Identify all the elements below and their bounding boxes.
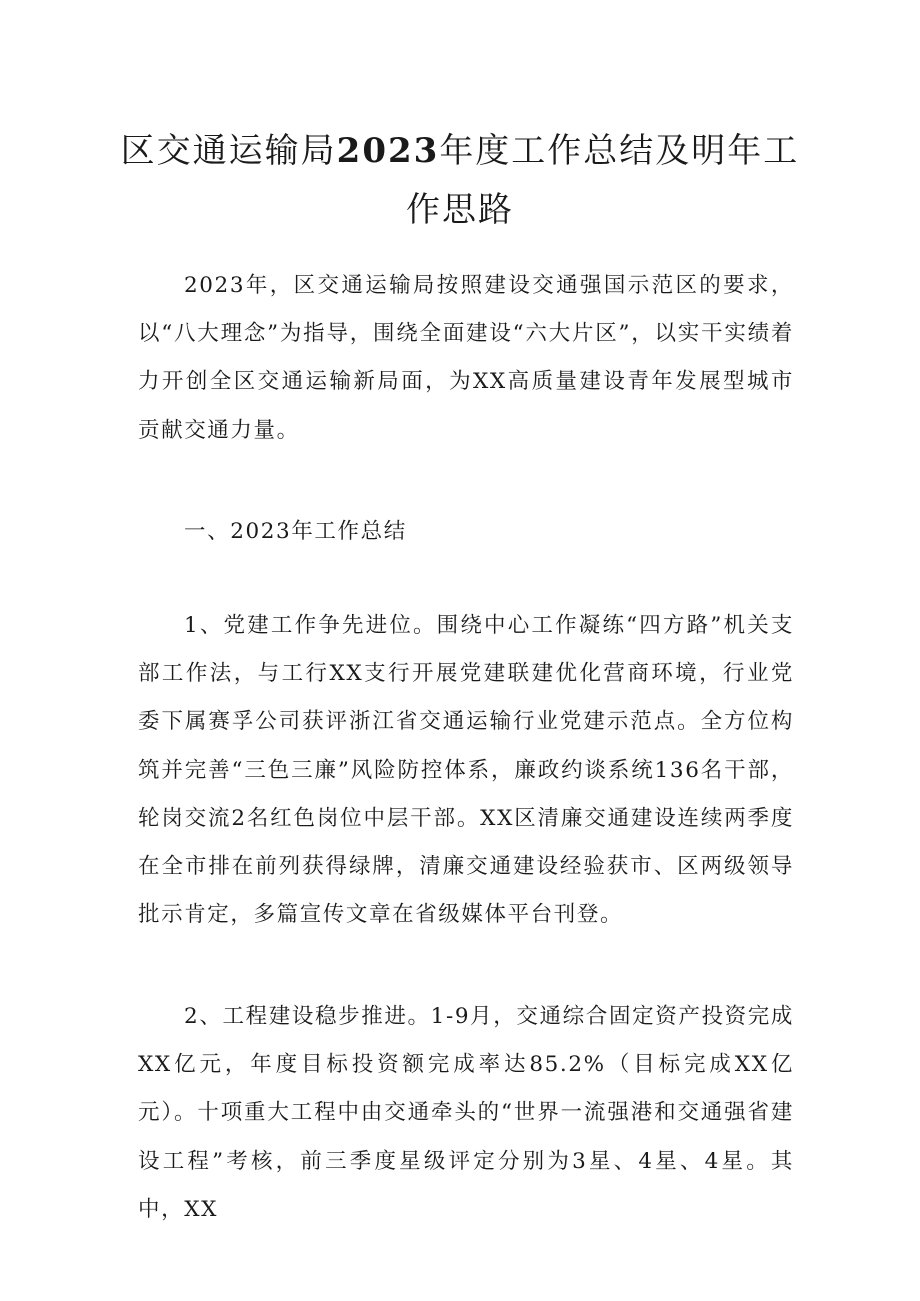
document-title-continued: 作思路 (406, 190, 514, 230)
intro-paragraph: 2023年，区交通运输局按照建设交通强国示范区的要求，以“八大理念”为指导，围绕全面建设“六大片区”，以实干实绩着力开创全区交通运输新局面，为XX高质量建设青年发展型城市贡献交通力量。 (138, 273, 794, 443)
title-prefix: 区交通运输局 (120, 131, 337, 171)
title-suffix: 年度工作总结及明年工 (439, 131, 800, 171)
paragraph-engineering: 2、工程建设稳步推进。1-9月，交通综合固定资产投资完成XX亿元，年度目标投资额完成率达85.2%（目标完成XX亿元）。十项重大工程中由交通牵头的“世界一流强港和交通强省建设工程”考核，前三季度星级评定分别为3星、4星、4星。其中，XX (138, 1004, 794, 1222)
section-heading-summary: 一、2023年工作总结 (184, 519, 407, 544)
paragraph-party-building: 1、党建工作争先进位。围绕中心工作凝练“四方路”机关支部工作法，与工行XX支行开展党建联建优化营商环境，行业党委下属赛孚公司获评浙江省交通运输行业党建示范点。全方位构筑并完善“三色三廉”风险防控体系，廉政约谈系统136名干部，轮岗交流2名红色岗位中层干部。XX区清廉交通建设连续两季度在全市排在前列获得绿牌，清廉交通建设经验获市、区两级领导批示肯定，多篇宣传文章在省级媒体平台刊登。 (138, 613, 794, 928)
title-year: 2023 (336, 131, 440, 171)
document-title (120, 123, 800, 179)
